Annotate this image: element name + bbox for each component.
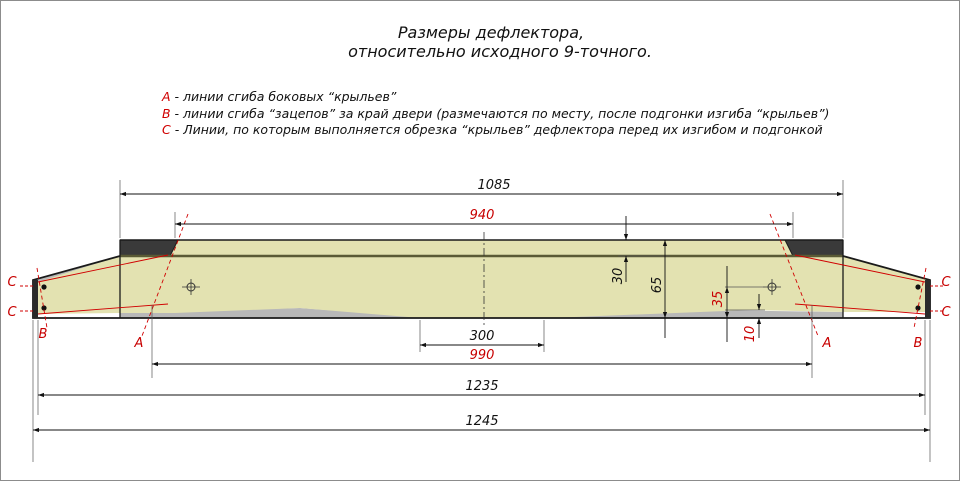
legend-key-c: C: [162, 122, 171, 137]
dim-10: 10: [743, 325, 758, 343]
label-c-right-top: C: [941, 275, 951, 290]
dim-65: 65: [650, 276, 665, 294]
title-line-2: относительно исходного 9-точного.: [348, 42, 652, 61]
legend-item-c: [162, 122, 823, 137]
label-c-right-bottom: C: [941, 305, 951, 320]
legend: [161, 89, 829, 137]
dim-1085: 1085: [477, 178, 511, 193]
legend-text-a: - линии сгиба боковых “крыльев”: [170, 89, 397, 104]
label-b-right: B: [913, 336, 923, 351]
deflector-body: [33, 232, 930, 326]
title-line-1: Размеры дефлектора,: [397, 23, 585, 42]
legend-text-b: - линии сгиба “зацепов” за край двери (размечаются по месту, после подгонки изгиба “крыльев”): [170, 106, 830, 121]
left-hook-edge: [33, 280, 38, 318]
legend-key-b: B: [162, 106, 171, 121]
label-a-left: A: [134, 336, 144, 351]
dim-940: 940: [469, 208, 495, 223]
top-visor-right: [785, 240, 843, 256]
dim-35: 35: [711, 290, 726, 308]
dim-30: 30: [611, 267, 626, 285]
label-b-left: B: [38, 327, 48, 342]
dim-990: 990: [469, 348, 495, 363]
label-c-left-top: C: [7, 275, 17, 290]
dim-300: 300: [469, 329, 495, 344]
dim-1235: 1235: [465, 379, 499, 394]
top-visor-left: [120, 240, 178, 256]
dim-1245: 1245: [465, 414, 499, 429]
legend-key-a: A: [162, 89, 171, 104]
legend-item-a: [161, 89, 397, 104]
legend-item-b: [162, 106, 829, 121]
pin-left-top: [41, 284, 46, 289]
pin-right-top: [915, 284, 920, 289]
right-hook-edge: [925, 280, 930, 318]
label-c-left-bottom: C: [7, 305, 17, 320]
label-a-right: A: [822, 336, 832, 351]
legend-text-c: - Линии, по которым выполняется обрезка “крыльев” дефлектора перед их изгибом и подгонкой: [170, 122, 823, 137]
